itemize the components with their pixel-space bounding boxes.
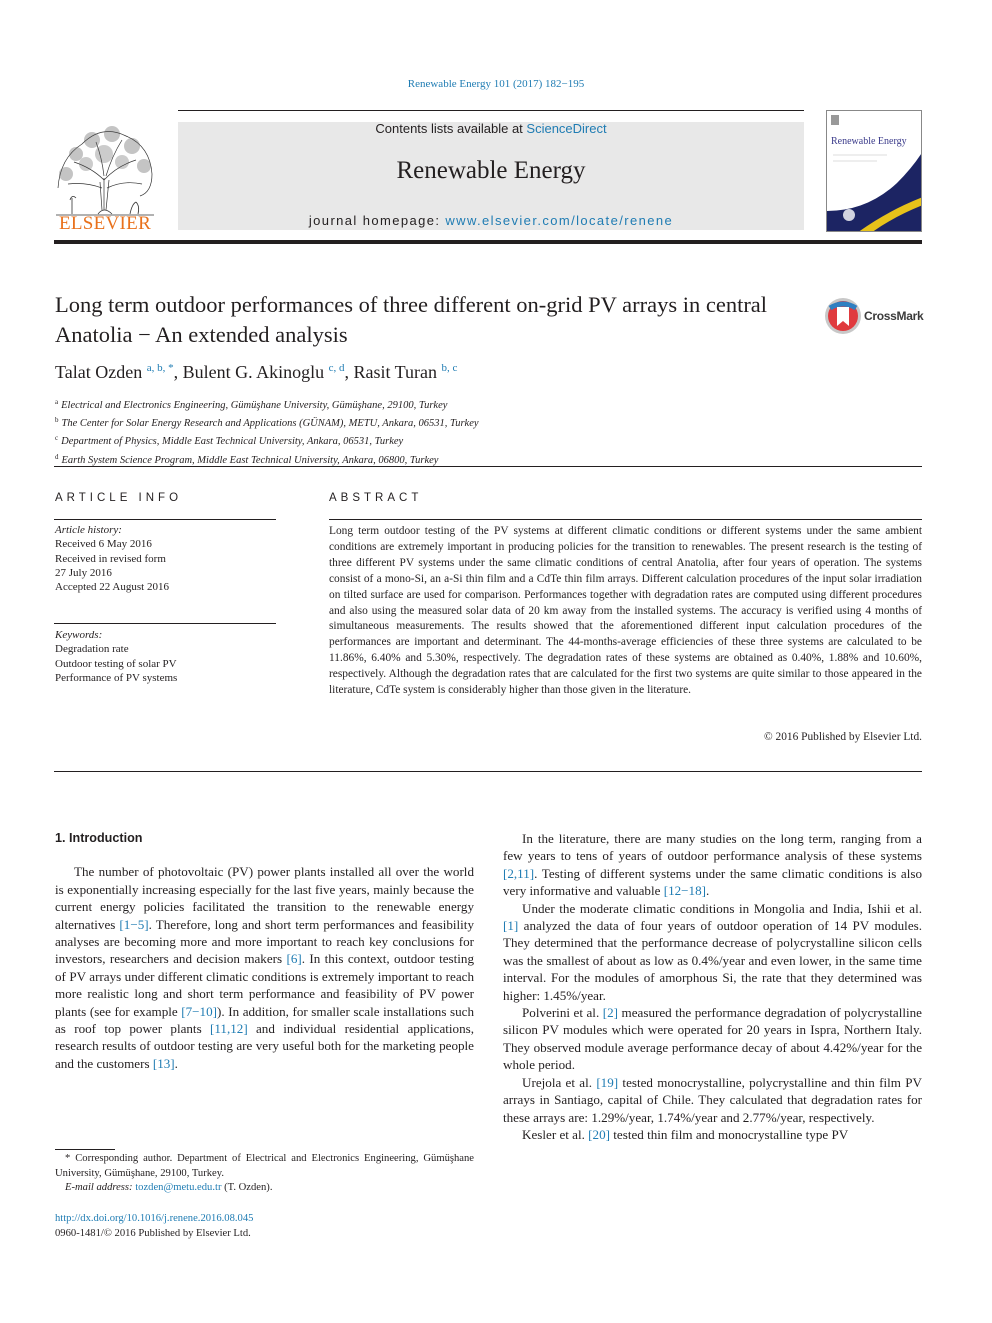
body-paragraph: [503, 1074, 922, 1126]
history-label: Article history:: [55, 524, 122, 536]
text-run: tested monocrystalline, polycrystalline and thin film PV arrays in Santiago, capital of Chile. They calculated that degradation rates for these arrays are: 1.29%/year, 1.74%/year and 2.77%/year, respectively.: [503, 1074, 922, 1125]
history-item: 27 July 2016: [55, 566, 112, 579]
history-item: Received in revised form: [55, 552, 166, 565]
author-separator: ,: [344, 362, 354, 382]
affiliation: [55, 431, 915, 449]
text-run: Kesler et al.: [522, 1126, 589, 1142]
abstract-bottom-rule: [54, 771, 922, 772]
affiliation-mark: c: [55, 434, 59, 443]
right-paragraphs: [503, 830, 922, 1143]
left-paragraphs: [55, 863, 474, 1072]
text-run: .: [174, 1055, 178, 1071]
author-affiliation-marks[interactable]: a, b, *: [146, 362, 174, 374]
body-left-column: [55, 830, 474, 1072]
journal-cover-thumbnail[interactable]: [826, 110, 922, 232]
keywords-label: Keywords:: [55, 629, 103, 641]
body-paragraph: [503, 900, 922, 1004]
keywords: [55, 628, 277, 685]
contents-line: [178, 121, 804, 136]
email-line: [55, 1181, 474, 1196]
reference-link[interactable]: [11,12]: [209, 1021, 248, 1037]
sciencedirect-link[interactable]: ScienceDirect: [526, 121, 607, 136]
email-label: E-mail address:: [65, 1182, 136, 1193]
text-run: .: [706, 883, 710, 899]
reference-link[interactable]: [20]: [588, 1126, 610, 1142]
corresponding-author-footnote: [55, 1152, 474, 1196]
affiliation-mark: a: [55, 398, 59, 406]
text-run: analyzed the data of four years of outdoor operation of 14 PV modules. They determined that the performance decrease of polycrystalline silicon cells was the smallest of about as low as 0.4%/year and even lower, in the same time interval. For the modules of amorphous Si, the rate that they determined was higher: 1.45%/year.: [503, 918, 922, 1003]
body-paragraph: [503, 1004, 922, 1074]
history-item: Accepted 22 August 2016: [55, 581, 169, 594]
crossmark-label[interactable]: CrossMark: [864, 309, 924, 323]
header-rule: [178, 110, 804, 111]
homepage-link[interactable]: www.elsevier.com/locate/renene: [445, 213, 674, 228]
reference-link[interactable]: [2]: [602, 1005, 619, 1021]
article-history: [55, 523, 277, 594]
issn-line: 0960-1481/© 2016 Published by Elsevier Ltd.: [55, 1228, 251, 1239]
body-right-column: [503, 830, 922, 1143]
affiliations: [55, 395, 915, 468]
author-list: [55, 362, 457, 383]
history-item: Received 6 May 2016: [55, 538, 152, 551]
keyword: Degradation rate: [55, 643, 129, 656]
journal-citation[interactable]: Renewable Energy 101 (2017) 182−195: [407, 78, 585, 90]
journal-homepage: [178, 213, 804, 228]
author-name[interactable]: Rasit Turan: [353, 362, 438, 382]
section-heading: 1. Introduction: [55, 831, 143, 845]
text-run: tested thin film and monocrystalline type PV: [610, 1126, 849, 1142]
text-run: In the literature, there are many studies on the long term, ranging from a few years to tens of years of outdoor performance analysis of these systems: [503, 831, 922, 864]
affiliation: [55, 395, 915, 413]
footnote-rule: [55, 1149, 115, 1150]
reference-link[interactable]: [19]: [596, 1074, 619, 1090]
doi-link[interactable]: http://dx.doi.org/10.1016/j.renene.2016.08.045: [55, 1213, 254, 1224]
email-link[interactable]: tozden@metu.edu.tr: [135, 1182, 222, 1193]
affiliation-mark: d: [55, 452, 59, 461]
keyword: Outdoor testing of solar PV: [55, 657, 177, 670]
corresponding-note: * Corresponding author. Department of Electrical and Electronics Engineering, Gümüşhane University, Gümüşhane, 29100, Turkey.: [55, 1153, 474, 1179]
affiliation: [55, 413, 915, 431]
reference-link[interactable]: [12−18]: [663, 883, 706, 899]
article-info-label: ARTICLE INFO: [55, 492, 183, 504]
text-run: The number of photovoltaic (PV) power plants installed all over the world is exponentially increasing especially for the last five years, mainly because the current energy policies facilitated the transition to the renewable energy alternatives: [55, 864, 474, 932]
article-title: Long term outdoor performances of three different on-grid PV arrays in central Anatolia − An extended analysis: [55, 292, 768, 347]
keyword: Performance of PV systems: [55, 671, 178, 684]
page-footer: [55, 1211, 475, 1241]
body-paragraph: [55, 863, 474, 1072]
text-run: Urejola et al.: [522, 1074, 597, 1090]
cover-title: Renewable Energy: [831, 136, 907, 147]
reference-link[interactable]: [1−5]: [119, 916, 149, 932]
affiliation-text: Electrical and Electronics Engineering, Gümüşhane University, Gümüşhane, 29100, Turkey: [61, 400, 448, 411]
reference-link[interactable]: [6]: [286, 951, 302, 967]
text-run: . Therefore, long and short term performances and feasibility analyses are becoming more and more important to reach key conclusions for investors, researchers and decision makers: [55, 916, 474, 967]
affiliation-text: Earth System Science Program, Middle East Technical University, Ankara, 06800, Turkey: [61, 454, 439, 466]
email-suffix: (T. Ozden).: [221, 1182, 273, 1193]
cover-artwork: [827, 111, 922, 232]
keywords-rule: [54, 623, 276, 624]
text-run: and individual residential applications, research results of outdoor testing are very useful both for the marketing people and the customers: [55, 1021, 474, 1071]
author-name[interactable]: Bulent G. Akinoglu: [182, 362, 325, 382]
text-run: measured the performance degradation of polycrystalline silicon PV modules which were operated for 20 years in Ispra, Northern Italy. They observed module average performance decay of about 4.42%/year for the whole period.: [503, 1005, 922, 1073]
elsevier-wordmark: ELSEVIER: [58, 213, 152, 234]
affiliation-text: The Center for Solar Energy Research and Applications (GÜNAM), METU, Ankara, 06531, Turkey: [61, 418, 479, 430]
abstract-rule: [329, 519, 922, 520]
article-info-rule: [54, 519, 276, 520]
body-paragraph: [503, 1126, 922, 1143]
text-run: ). In addition, for smaller scale installations such as roof top power plants: [55, 1003, 474, 1037]
author-affiliation-marks[interactable]: b, c: [441, 362, 458, 374]
journal-name: Renewable Energy: [396, 157, 586, 184]
reference-link[interactable]: [2,11]: [503, 865, 535, 881]
text-run: Under the moderate climatic conditions in Mongolia and India, Ishii et al.: [522, 900, 922, 916]
abstract-label: ABSTRACT: [329, 492, 423, 504]
affiliation-text: Department of Physics, Middle East Technical University, Ankara, 06531, Turkey: [61, 436, 404, 448]
homepage-prefix: journal homepage:: [308, 213, 446, 228]
body-paragraph: [503, 830, 922, 900]
reference-link[interactable]: [1]: [503, 918, 519, 934]
abstract-text: Long term outdoor testing of the PV systems at different climatic conditions or different systems under the same ambient conditions are extremely important in producing policies for the transition to renewables. The present research is the testing of three different PV systems under the same climatic conditions of central Anatolia, after four years of operation. The systems consist of a mono-Si, an a-Si thin film and a CdTe thin film arrays. Different calculation procedures of the input solar irradiation on tilted surface are used for comparison. Performances together with degradation rates are computed using different procedures and also using the measured solar data of 20 km away from the installed systems. The accuracy is verified using 4 months of simultaneous measurements. The results showed that the aforementioned different input calculation procedures of the performances are important and determinant. The 44-months-average efficiencies of these three systems are calculated to be 11.86%, 6.40% and 5.30%, respectively. The degradation rates of these systems are obtained as 0.40%, 1.88% and 10.60%, respectively. Although the degradation rates that are calculated for the first two systems are quite similar to those appeared in the literature, CdTe system is considerably higher than those given in the literature.: [329, 525, 922, 697]
author-separator: ,: [173, 362, 183, 382]
affiliation-rule: [54, 466, 922, 467]
affiliation-mark: b: [55, 416, 59, 425]
header-thick-rule: [54, 240, 922, 244]
text-run: . Testing of different systems under the same climatic conditions is also very informative and valuable: [503, 865, 922, 899]
text-run: Polverini et al.: [522, 1005, 603, 1021]
reference-link[interactable]: [7−10]: [181, 1003, 218, 1019]
reference-link[interactable]: [13]: [152, 1055, 175, 1071]
author-name[interactable]: Talat Ozden: [55, 362, 143, 382]
text-run: . In this context, outdoor testing of PV arrays under different climatic conditions is extremely important to reach more realistic long and short term performance and feasibility of PV power plants (see for example: [55, 951, 474, 1019]
contents-prefix: Contents lists available at: [375, 121, 527, 136]
author-affiliation-marks[interactable]: c, d: [328, 362, 345, 374]
abstract-copyright: © 2016 Published by Elsevier Ltd.: [764, 731, 922, 743]
